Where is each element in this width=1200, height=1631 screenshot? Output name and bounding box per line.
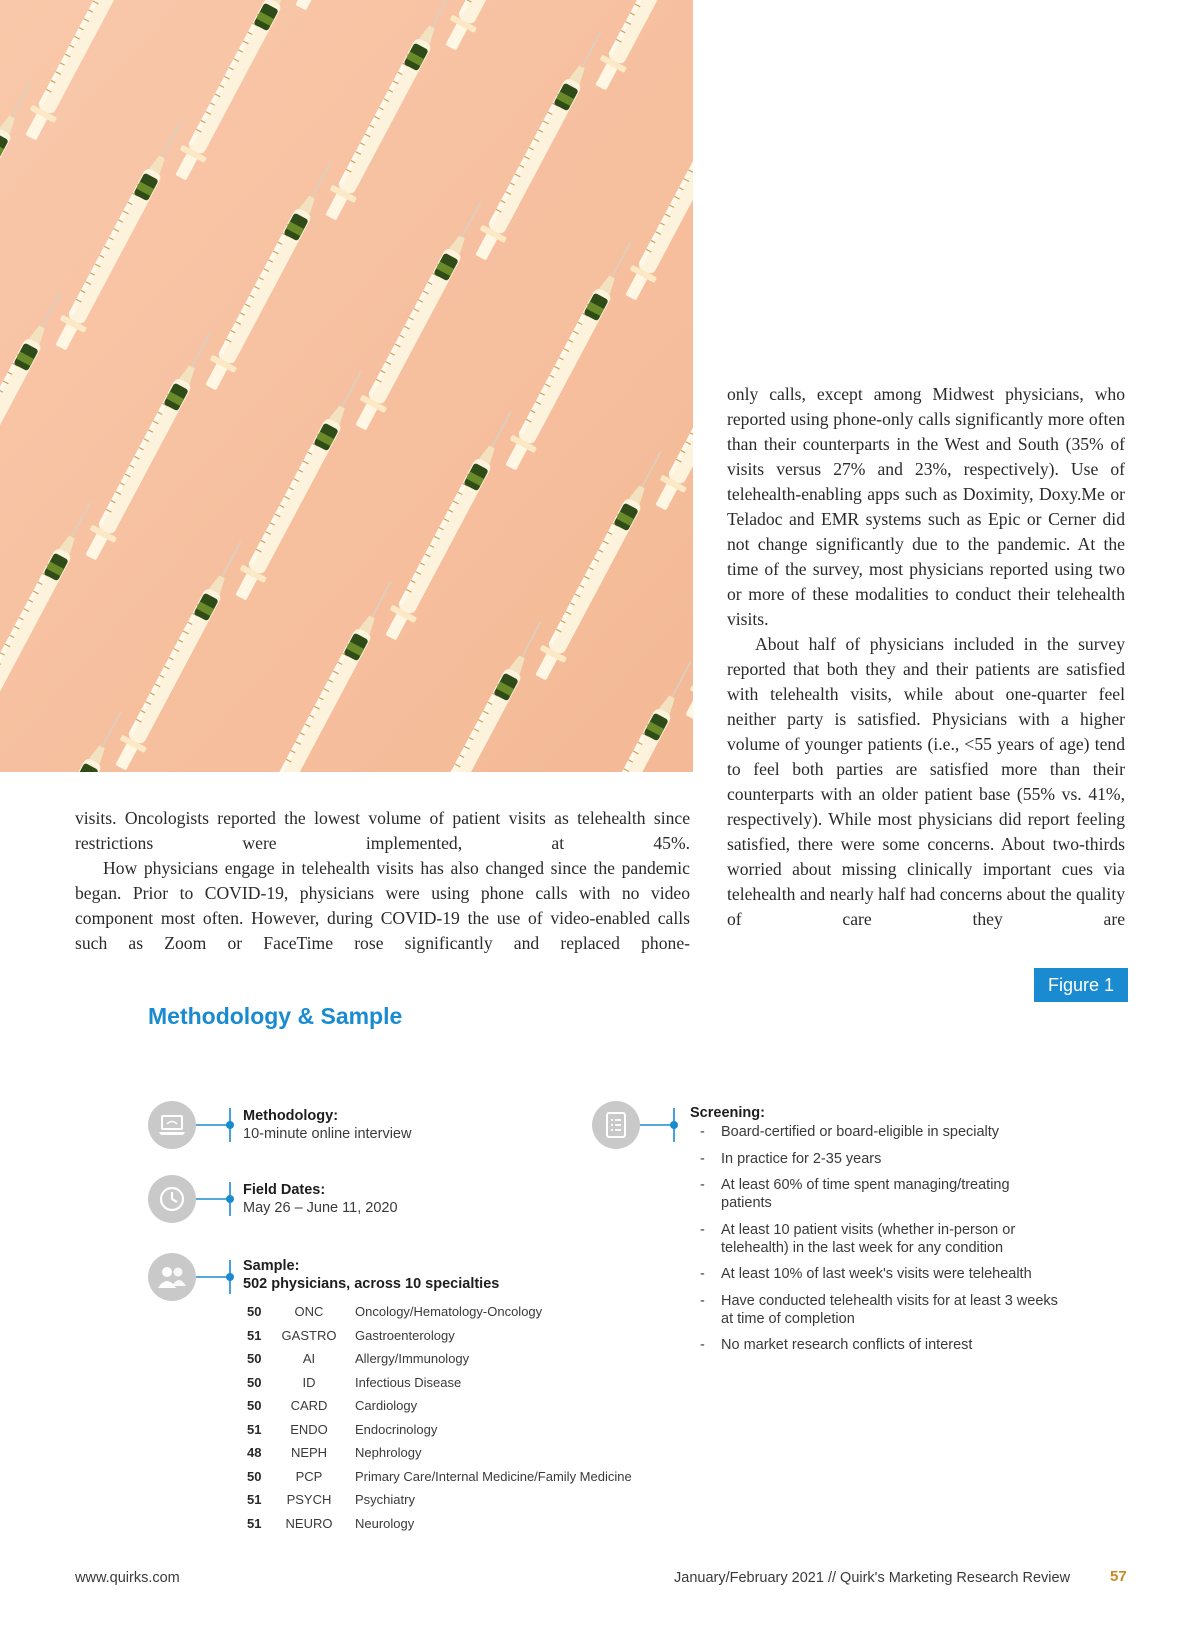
specialty-row [247,1441,632,1465]
figure-title: Methodology & Sample [148,1003,403,1029]
article-paragraph: How physicians engage in telehealth visits has also changed since the pandemic began. Prior to COVID-19, physicians were using phone calls with no video component most often. However, during COVID-19 the use of video-enabled calls such as Zoom or FaceTime rose significantly and replaced phone- [75,858,690,953]
clock-icon [148,1175,196,1223]
specialty-code: CARD [290,1398,328,1414]
specialty-row [247,1371,632,1395]
bullet-dash: - [700,1177,705,1193]
specialty-row [247,1418,632,1442]
specialty-name: Neurology [355,1515,415,1531]
screening-item [700,1292,1060,1328]
specialty-row [247,1465,632,1489]
connector-line [196,1258,236,1296]
specialty-count: 51 [247,1492,262,1508]
screening-item [700,1123,1060,1141]
syringes-photo [0,0,693,772]
screening-item-text: At least 60% of time spent managing/treating patients [721,1177,1010,1211]
specialty-row [247,1488,632,1512]
specialty-code: NEPH [290,1445,328,1461]
specialty-count: 50 [247,1374,262,1390]
figure-tag: Figure 1 [1034,968,1128,1002]
specialty-name: Psychiatry [355,1492,415,1508]
specialty-name: Infectious Disease [355,1374,462,1390]
screening-item [700,1221,1060,1257]
footer-url[interactable]: www.quirks.com [75,1570,180,1586]
specialty-name: Endocrinology [355,1421,438,1437]
specialty-name: Gastroenterology [355,1327,455,1343]
footer-issue: January/February 2021 // Quirk's Marketing Research Review [674,1570,1071,1586]
specialty-code: GASTRO [281,1327,337,1343]
bullet-dash: - [700,1266,705,1282]
screening-item-text: Board-certified or board-eligible in specialty [721,1124,1000,1140]
methodology-label: Methodology: [243,1108,339,1124]
specialty-count: 48 [247,1445,262,1461]
screening-item [700,1176,1060,1212]
specialty-count: 50 [247,1398,262,1414]
specialty-code: AI [302,1351,316,1367]
bullet-dash: - [700,1150,705,1167]
screening-item-text: At least 10% of last week's visits were telehealth [721,1266,1032,1282]
bullet-dash: - [700,1221,705,1238]
screening-label: Screening: [690,1105,765,1121]
article-right-column [727,382,1125,932]
article-paragraph: visits. Oncologists reported the lowest volume of patient visits as telehealth since restrictions were implemented, at 45%. [75,808,690,853]
specialty-name: Oncology/Hematology-Oncology [355,1304,543,1320]
specialty-count: 50 [247,1304,262,1320]
specialty-code: PCP [295,1468,323,1484]
screening-item [700,1336,1060,1354]
connector-line [640,1106,680,1144]
specialty-count: 51 [247,1327,262,1343]
sample-value: 502 physicians, across 10 specialties [243,1276,500,1292]
field-dates-label: Field Dates: [243,1182,326,1198]
specialty-code: NEURO [285,1515,333,1531]
specialty-row [247,1512,632,1536]
specialty-row [247,1347,632,1371]
specialty-name: Nephrology [355,1445,422,1461]
checklist-icon [592,1101,640,1149]
connector-line [196,1180,236,1218]
screening-list [700,1123,1060,1363]
specialty-row [247,1324,632,1348]
specialty-row [247,1394,632,1418]
screening-item [700,1265,1060,1283]
specialties-table [247,1300,632,1535]
screening-item [700,1150,1060,1168]
field-dates-value: May 26 – June 11, 2020 [243,1200,398,1216]
specialty-name: Cardiology [355,1398,418,1414]
specialty-name: Primary Care/Internal Medicine/Family Medicine [355,1468,632,1484]
article-paragraph: About half of physicians included in the survey reported that both they and their patients are satisfied with telehealth visits, while about one-quarter feel neither party is satisfied. Physicians with a higher volume of younger patients (i.e., <55 years of age) tend to feel both parties are satisfied more than their counterparts with an older patient base (55% vs. 41%, respectively). While most physicians did report feeling satisfied, there were some concerns. About two-thirds worried about missing clinically important cues via telehealth and nearly half had concerns about the quality of care they are [727,634,1125,929]
specialty-code: ONC [294,1304,324,1320]
specialty-name: Allergy/Immunology [355,1351,470,1367]
screening-item-text: In practice for 2-35 years [721,1150,882,1167]
specialty-count: 51 [247,1421,262,1437]
article-paragraph: only calls, except among Midwest physicians, who reported using phone-only calls significantly more often than their counterparts in the West and South (35% of visits versus 27% and 23%, respectively). Use of telehealth-enabling apps such as Doximity, Doxy.Me or Teladoc and EMR systems such as Epic or Cerner did not change significantly due to the pandemic. At the time of the survey, most physicians reported using two or more of these modalities to conduct their telehealth visits. [727,384,1125,629]
screening-item-text: No market research conflicts of interest [721,1337,973,1353]
specialty-row [247,1300,632,1324]
screening-item-text: Have conducted telehealth visits for at least 3 weeks at time of completion [721,1292,1058,1327]
bullet-dash: - [700,1124,705,1140]
specialty-count: 51 [247,1515,262,1531]
page-number: 57 [1110,1568,1127,1585]
specialty-code: PSYCH [286,1492,332,1508]
specialty-code: ID [302,1374,316,1390]
bullet-dash: - [700,1292,705,1309]
specialty-count: 50 [247,1351,262,1367]
sample-label: Sample: [243,1258,300,1274]
people-icon [148,1253,196,1301]
laptop-icon [148,1101,196,1149]
connector-line [196,1106,236,1144]
specialty-count: 50 [247,1468,262,1484]
bullet-dash: - [700,1337,705,1353]
screening-item-text: At least 10 patient visits (whether in-person or telehealth) in the last week for any condition [721,1221,1016,1256]
article-left-column [75,806,690,956]
methodology-value: 10-minute online interview [243,1126,412,1142]
specialty-code: ENDO [290,1421,328,1437]
